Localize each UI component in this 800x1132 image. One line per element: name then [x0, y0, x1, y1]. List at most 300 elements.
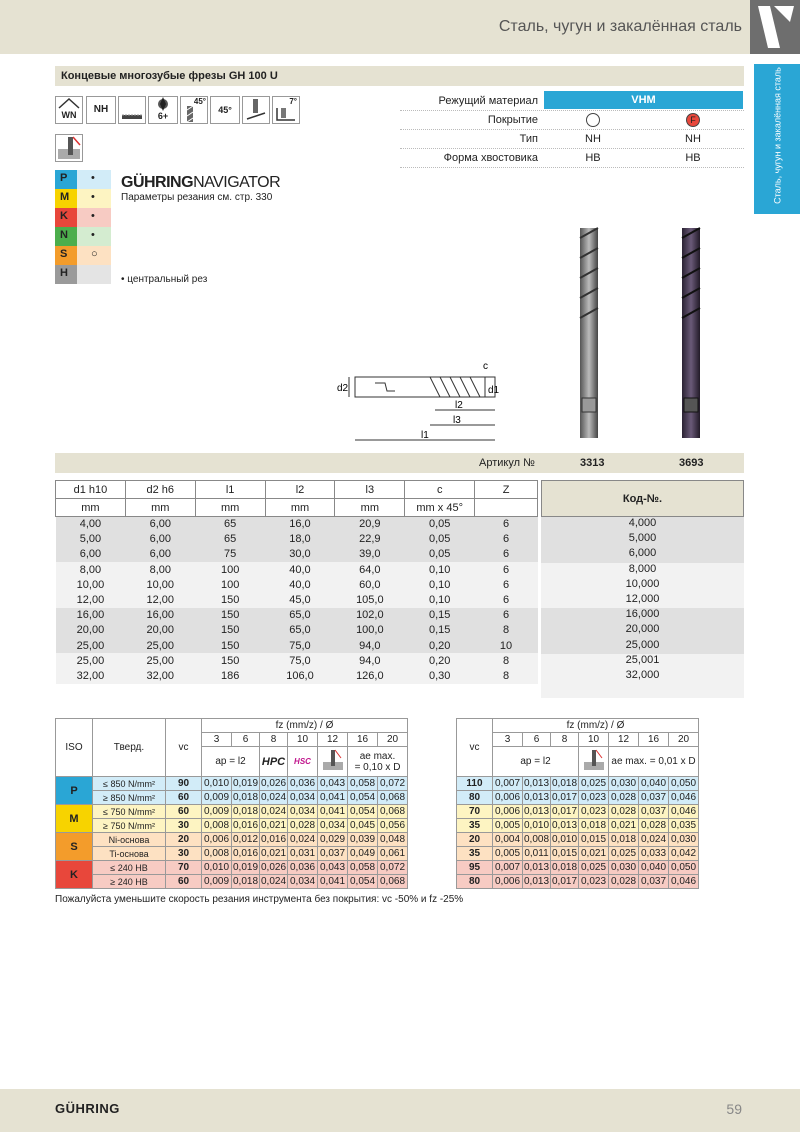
dims-cell: 20,9 — [359, 518, 381, 531]
dims-cell: 0,05 — [428, 548, 451, 561]
fz-cell: 0,034 — [288, 875, 318, 889]
dims-row — [56, 653, 538, 668]
coating-f-icon — [686, 113, 700, 127]
dimensions-table — [55, 480, 538, 684]
hardness-cell: ≤ 850 N/mm² — [93, 777, 166, 791]
helix-45-label: 45° — [193, 97, 206, 106]
dims-cell: 0,15 — [428, 609, 451, 622]
type-label: Тип — [519, 133, 538, 145]
footer-brand: GÜHRING — [55, 1101, 120, 1116]
fz-cell: 0,037 — [639, 791, 669, 805]
page-section-title: Сталь, чугун и закалённая сталь — [498, 18, 742, 35]
drawing-c: c — [483, 361, 488, 372]
cut-row — [56, 861, 408, 875]
hsc-label: HSC — [288, 747, 318, 777]
slot-icon — [579, 747, 609, 777]
nh-type-icon: NH — [86, 96, 116, 124]
fz-cell: 0,018 — [579, 819, 609, 833]
dims-cell: 18,0 — [289, 533, 311, 546]
diameter-header: 8 — [260, 733, 288, 747]
fz-cell: 0,028 — [639, 819, 669, 833]
dims-cell: 94,0 — [359, 639, 381, 652]
vc-cell: 90 — [166, 777, 202, 791]
dims-cell: 65,0 — [289, 609, 311, 622]
dims-row — [56, 592, 538, 607]
dims-cell: 20,00 — [146, 624, 175, 637]
fz-cell: 0,005 — [493, 847, 523, 861]
fz-cell: 0,021 — [260, 820, 287, 831]
dims-header: l2 — [265, 481, 335, 499]
material-mark: ○ — [91, 248, 98, 260]
fz-cell: 0,004 — [493, 833, 523, 847]
fz-cell: 0,041 — [318, 791, 348, 805]
cut-row — [457, 791, 699, 805]
cut-row — [457, 833, 699, 847]
drawing-d1: d1 — [488, 385, 500, 396]
fz-cell: 0,045 — [348, 819, 378, 833]
material-h — [55, 265, 111, 284]
dims-cell: 65 — [224, 518, 237, 531]
dims-cell: 25,00 — [146, 639, 175, 652]
code-value: 16,000 — [541, 608, 744, 623]
iso-group-m: M — [56, 805, 93, 833]
fz-cell: 0,013 — [523, 862, 550, 873]
fz-cell: 0,068 — [378, 875, 408, 889]
ae-label-line1: ae max. — [359, 750, 396, 762]
dims-cell: 150 — [220, 609, 240, 622]
slot-icon — [318, 747, 348, 777]
fz-cell: 0,072 — [378, 861, 408, 875]
footnote: Пожалуйста уменьшите скорость резания инструмента без покрытия: vc -50% и fz -25% — [55, 894, 464, 905]
shank-icon — [118, 96, 146, 124]
fz-cell: 0,043 — [318, 777, 348, 791]
dims-cell: 0,15 — [428, 624, 451, 637]
dims-cell: 22,9 — [359, 533, 381, 546]
fz-cell: 0,037 — [639, 875, 669, 889]
feature-center-cut: • центральный рез — [121, 274, 208, 285]
dims-cell: 4,00 — [79, 518, 102, 531]
fz-cell: 0,054 — [348, 875, 378, 889]
angle-7-label: 7° — [289, 97, 297, 106]
fz-cell: 0,017 — [551, 792, 578, 803]
material-mark: • — [91, 210, 95, 222]
dims-cell: 30,0 — [289, 548, 311, 561]
fz-cell: 0,030 — [609, 777, 639, 791]
fz-cell: 0,010 — [551, 834, 578, 845]
cut-row — [457, 819, 699, 833]
fz-cell: 0,025 — [579, 861, 609, 875]
fz-cell: 0,043 — [318, 861, 348, 875]
iso-group-p: P — [56, 777, 93, 805]
material-s — [55, 246, 111, 265]
fz-cell: 0,007 — [493, 777, 523, 791]
fz-cell: 0,008 — [202, 819, 232, 833]
side-tab-label: Сталь, чугун и закалённая сталь — [772, 67, 783, 204]
ramp-icon — [242, 96, 270, 124]
material-code: S — [60, 248, 68, 260]
fz-cell: 0,008 — [523, 834, 550, 845]
vc-header: vc — [166, 719, 202, 777]
fz-cell: 0,028 — [609, 791, 639, 805]
vc-cell: 80 — [457, 791, 493, 805]
dims-cell: 150 — [220, 654, 240, 667]
dims-row — [56, 517, 538, 532]
fz-cell: 0,036 — [288, 861, 318, 875]
fz-cell: 0,041 — [318, 805, 348, 819]
fz-cell: 0,009 — [202, 875, 232, 889]
fz-cell: 0,050 — [669, 777, 699, 791]
fz-cell: 0,011 — [524, 848, 549, 859]
fz-cell: 0,006 — [493, 805, 523, 819]
fz-cell: 0,023 — [579, 805, 609, 819]
dims-cell: 39,0 — [359, 548, 381, 561]
dims-cell: 186 — [220, 669, 240, 682]
coating-none-icon — [586, 113, 600, 127]
diameter-header: 3 — [493, 733, 523, 747]
fz-cell: 0,028 — [609, 875, 639, 889]
fz-cell: 0,058 — [348, 861, 378, 875]
navigator-brand-light: NAVIGATOR — [193, 174, 281, 191]
dims-cell: 0,20 — [428, 654, 451, 667]
dims-row — [56, 608, 538, 623]
material-mark: • — [91, 172, 95, 184]
fz-cell: 0,058 — [348, 777, 378, 791]
ae-label — [348, 747, 408, 777]
vc-cell: 60 — [166, 805, 202, 819]
footer-band — [0, 1089, 800, 1132]
fz-cell: 0,006 — [202, 833, 232, 847]
dims-unit — [475, 499, 538, 517]
dims-cell: 8 — [502, 669, 510, 682]
hardness-cell: Ti-основа — [93, 847, 166, 861]
vc-cell: 60 — [166, 875, 202, 889]
dims-header: l3 — [335, 481, 405, 499]
dims-cell: 94,0 — [359, 654, 381, 667]
fz-cell: 0,012 — [232, 834, 259, 845]
code-value: 6,000 — [541, 547, 744, 562]
fz-cell: 0,036 — [288, 777, 318, 791]
fz-cell: 0,037 — [639, 805, 669, 819]
dims-cell: 10,00 — [76, 578, 105, 591]
teeth-count-icon — [148, 96, 178, 124]
cut-row — [56, 833, 408, 847]
diameter-header: 10 — [579, 733, 609, 747]
hardness-cell: ≥ 750 N/mm² — [93, 819, 166, 833]
vc-cell: 20 — [166, 833, 202, 847]
fz-cell: 0,005 — [493, 819, 523, 833]
fz-cell: 0,013 — [523, 806, 550, 817]
dims-row — [56, 547, 538, 562]
dims-cell: 0,05 — [428, 518, 451, 531]
vc-cell: 80 — [457, 875, 493, 889]
fz-cell: 0,021 — [579, 847, 609, 861]
material-p — [55, 170, 111, 189]
dims-cell: 64,0 — [359, 563, 381, 576]
dims-cell: 5,00 — [79, 533, 102, 546]
diameter-header: 3 — [202, 733, 232, 747]
dims-cell: 16,00 — [146, 609, 175, 622]
dims-cell: 150 — [220, 624, 240, 637]
type-value-2: NH — [685, 133, 701, 145]
vc-cell: 70 — [457, 805, 493, 819]
fz-cell: 0,015 — [579, 833, 609, 847]
dims-cell: 6,00 — [79, 548, 102, 561]
dims-cell: 102,0 — [356, 609, 384, 622]
diameter-header: 12 — [609, 733, 639, 747]
dims-cell: 0,20 — [428, 639, 451, 652]
dims-cell: 10,00 — [146, 578, 175, 591]
fz-cell: 0,056 — [378, 819, 408, 833]
code-column — [541, 480, 744, 698]
dims-unit: mm — [195, 499, 265, 517]
material-n — [55, 227, 111, 246]
dims-row — [56, 562, 538, 577]
fz-cell: 0,039 — [348, 833, 378, 847]
fz-cell: 0,048 — [378, 833, 408, 847]
fz-cell: 0,072 — [378, 777, 408, 791]
code-value: 4,000 — [541, 517, 744, 532]
dims-unit: mm — [265, 499, 335, 517]
material-code: H — [60, 267, 68, 279]
dims-cell: 12,00 — [76, 594, 105, 607]
dims-row — [56, 532, 538, 547]
fz-cell: 0,016 — [260, 834, 287, 845]
ap-label: ap = l2 — [202, 747, 260, 777]
drawing-l3: l3 — [453, 415, 461, 426]
hardness-cell: ≤ 750 N/mm² — [93, 805, 166, 819]
drawing-l1: l1 — [421, 430, 429, 441]
vc-cell: 60 — [166, 791, 202, 805]
fz-cell: 0,013 — [551, 820, 578, 831]
fz-cell: 0,013 — [523, 792, 550, 803]
diameter-header: 16 — [348, 733, 378, 747]
fz-cell: 0,018 — [232, 806, 259, 817]
dims-cell: 6 — [502, 563, 510, 576]
dims-cell: 20,00 — [76, 624, 105, 637]
dims-cell: 65 — [224, 533, 237, 546]
dims-cell: 40,0 — [289, 563, 311, 576]
dims-header: Z — [475, 481, 538, 499]
article-bar — [55, 453, 744, 473]
fz-cell: 0,006 — [493, 791, 523, 805]
type-value-1: NH — [585, 133, 601, 145]
fz-cell: 0,008 — [202, 847, 232, 861]
fz-cell: 0,054 — [348, 805, 378, 819]
fz-cell: 0,033 — [639, 847, 669, 861]
fz-cell: 0,021 — [609, 819, 639, 833]
iso-group-k: K — [56, 861, 93, 889]
diameter-header: 12 — [318, 733, 348, 747]
material-code: K — [60, 210, 68, 222]
vc-cell: 20 — [457, 833, 493, 847]
dims-cell: 16,00 — [76, 609, 105, 622]
side-tab[interactable] — [754, 64, 800, 214]
dims-cell: 8,00 — [149, 563, 171, 576]
fz-cell: 0,024 — [288, 833, 318, 847]
fz-cell: 0,019 — [232, 778, 259, 789]
fz-cell: 0,010 — [202, 861, 232, 875]
diameter-header: 6 — [523, 733, 551, 747]
fz-cell: 0,016 — [232, 820, 259, 831]
vc-cell: 30 — [166, 819, 202, 833]
iso-header: ISO — [56, 719, 93, 777]
fz-cell: 0,041 — [318, 875, 348, 889]
fz-cell: 0,024 — [260, 876, 287, 887]
fz-cell: 0,010 — [523, 820, 550, 831]
article-3693: 3693 — [679, 457, 704, 469]
dims-cell: 8,00 — [79, 563, 102, 576]
dims-row — [56, 623, 538, 638]
fz-cell: 0,030 — [669, 833, 699, 847]
coating-label: Покрытие — [487, 114, 538, 126]
shank-value-1: HB — [585, 152, 601, 164]
guhring-logo-icon — [750, 0, 800, 54]
fz-cell: 0,013 — [523, 778, 550, 789]
diameter-header: 10 — [288, 733, 318, 747]
angle-7-icon — [272, 96, 300, 124]
fz-cell: 0,068 — [378, 791, 408, 805]
fz-cell: 0,046 — [669, 875, 699, 889]
diameter-header: 16 — [639, 733, 669, 747]
hardness-cell: ≥ 850 N/mm² — [93, 791, 166, 805]
fz-cell: 0,024 — [260, 792, 287, 803]
cutting-table-2 — [456, 718, 699, 889]
tool-photo-3313 — [574, 218, 604, 446]
dims-cell: 0,10 — [428, 594, 451, 607]
fz-cell: 0,017 — [551, 876, 578, 887]
fz-cell: 0,019 — [232, 862, 259, 873]
fz-cell: 0,040 — [639, 861, 669, 875]
fz-cell: 0,024 — [639, 833, 669, 847]
dims-cell: 45,0 — [289, 594, 311, 607]
material-code: M — [60, 191, 70, 203]
diameter-header: 8 — [551, 733, 579, 747]
material-label: Режущий материал — [438, 95, 538, 107]
iso-group-s: S — [56, 833, 93, 861]
diameter-header: 6 — [232, 733, 260, 747]
dims-cell: 6,00 — [149, 533, 171, 546]
shank-value-2: HB — [685, 152, 701, 164]
tool-photo-3693 — [676, 218, 706, 446]
tool-dimension-drawing — [335, 355, 505, 450]
fz-cell: 0,034 — [288, 791, 318, 805]
helix-45-icon — [180, 96, 208, 124]
fz-title: fz (mm/z) / Ø — [202, 719, 408, 733]
code-value: 12,000 — [541, 593, 744, 608]
code-value: 25,001 — [541, 654, 744, 669]
fz-cell: 0,025 — [609, 847, 639, 861]
dims-cell: 75,0 — [289, 654, 311, 667]
article-3313: 3313 — [580, 457, 605, 469]
dims-cell: 6,00 — [149, 548, 171, 561]
fz-cell: 0,016 — [232, 848, 259, 859]
code-value: 10,000 — [541, 578, 744, 593]
cut-row — [457, 777, 699, 791]
fz-title: fz (mm/z) / Ø — [493, 719, 699, 733]
fz-cell: 0,034 — [318, 819, 348, 833]
product-title: Концевые многозубые фрезы GH 100 U — [55, 66, 744, 86]
dims-cell: 65,0 — [289, 624, 311, 637]
fz-cell: 0,029 — [318, 833, 348, 847]
cut-row — [56, 777, 408, 791]
dims-cell: 126,0 — [356, 669, 384, 682]
dims-unit: mm — [335, 499, 405, 517]
vc-cell: 35 — [457, 819, 493, 833]
ae-label: ae max. = 0,01 x D — [609, 747, 699, 777]
vc-cell: 70 — [166, 861, 202, 875]
fz-cell: 0,068 — [378, 805, 408, 819]
fz-cell: 0,050 — [669, 861, 699, 875]
page-number: 59 — [726, 1101, 742, 1117]
fz-cell: 0,018 — [232, 876, 259, 887]
cut-row — [56, 847, 408, 861]
code-value: 32,000 — [541, 669, 744, 684]
fz-cell: 0,009 — [202, 791, 232, 805]
navigator-note: Параметры резания см. стр. 330 — [121, 192, 273, 203]
dims-cell: 12,00 — [146, 594, 175, 607]
fz-cell: 0,009 — [202, 805, 232, 819]
hardness-header: Тверд. — [93, 719, 166, 777]
material-m — [55, 189, 111, 208]
dims-cell: 0,10 — [428, 563, 451, 576]
dims-cell: 8 — [502, 654, 510, 667]
dims-cell: 100,0 — [356, 624, 384, 637]
chamfer-45-icon: 45° — [210, 96, 240, 124]
dims-cell: 40,0 — [289, 578, 311, 591]
diameter-header: 20 — [378, 733, 408, 747]
fz-cell: 0,046 — [669, 805, 699, 819]
vc-header: vc — [457, 719, 493, 777]
header-band — [0, 0, 800, 54]
dims-cell: 6,00 — [149, 518, 171, 531]
material-code: P — [60, 172, 68, 184]
cut-row — [457, 861, 699, 875]
dims-cell: 6 — [502, 548, 510, 561]
code-header: Код-№. — [541, 480, 744, 517]
dims-cell: 16,0 — [289, 518, 311, 531]
code-value: 25,000 — [541, 639, 744, 654]
drawing-l2: l2 — [455, 400, 463, 411]
dims-cell: 75,0 — [289, 639, 311, 652]
hardness-cell: Ni-основа — [93, 833, 166, 847]
cut-row — [56, 805, 408, 819]
dims-cell: 25,00 — [146, 654, 175, 667]
material-mark: • — [91, 229, 95, 241]
dims-cell: 150 — [220, 639, 240, 652]
fz-cell: 0,046 — [669, 791, 699, 805]
dims-unit: mm x 45° — [405, 499, 475, 517]
teeth-count-label: 6+ — [157, 111, 169, 121]
fz-cell: 0,037 — [318, 847, 348, 861]
drawing-d2: d2 — [337, 383, 349, 394]
hardness-cell: ≤ 240 HB — [93, 861, 166, 875]
cut-row — [457, 875, 699, 889]
code-value: 20,000 — [541, 623, 744, 638]
dims-header: c — [405, 481, 475, 499]
shank-label: Форма хвостовика — [443, 152, 538, 164]
vc-cell: 95 — [457, 861, 493, 875]
dims-row — [56, 577, 538, 592]
fz-cell: 0,007 — [493, 861, 523, 875]
dims-cell: 75 — [224, 548, 237, 561]
dims-cell: 32,00 — [76, 669, 105, 682]
vc-cell: 30 — [166, 847, 202, 861]
dims-header: d1 h10 — [56, 481, 126, 499]
fz-cell: 0,035 — [669, 819, 699, 833]
dims-cell: 150 — [220, 594, 240, 607]
cut-row — [56, 875, 408, 889]
fz-cell: 0,013 — [523, 876, 550, 887]
